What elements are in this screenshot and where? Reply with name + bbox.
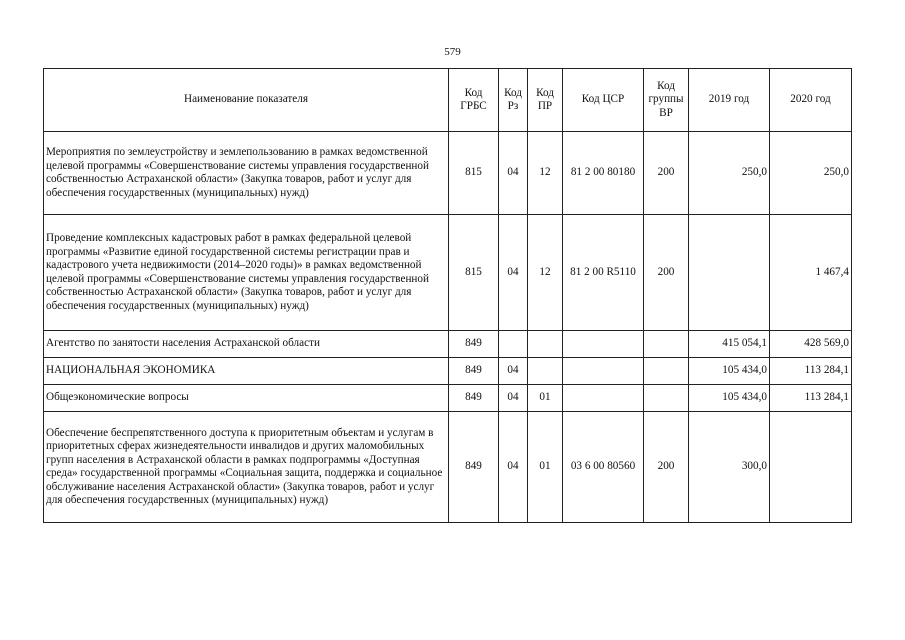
row-vr	[644, 331, 689, 358]
row-grbs: 815	[449, 215, 499, 331]
row-name: Проведение комплексных кадастровых работ в рамках федеральной целевой программы «Развитие единой государственной системы регистрации прав и кадастрового учета недвижимости (2014–2020 годы)» в рамках ведомственной целевой программы «Совершенствование системы управления государственной собственностью Астраханской области» (Закупка товаров, работ и услуг для обеспечения государственных (муниципальных) нужд)	[44, 215, 449, 331]
row-pr: 12	[528, 215, 563, 331]
header-grbs: Код ГРБС	[449, 69, 499, 132]
header-name: Наименование показателя	[44, 69, 449, 132]
row-name: Общеэкономические вопросы	[44, 385, 449, 412]
header-rz: Код Рз	[499, 69, 528, 132]
table-row	[44, 358, 852, 385]
row-name: НАЦИОНАЛЬНАЯ ЭКОНОМИКА	[44, 358, 449, 385]
row-grbs: 849	[449, 358, 499, 385]
budget-table	[43, 68, 852, 523]
row-2020: 250,0	[770, 132, 852, 215]
row-name: Мероприятия по землеустройству и землепользованию в рамках ведомственной целевой программы «Совершенствование системы управления государственной собственностью Астраханской области» (Закупка товаров, работ и услуг для обеспечения государственных (муниципальных) нужд)	[44, 132, 449, 215]
row-rz: 04	[499, 412, 528, 523]
table-row	[44, 215, 852, 331]
table-row	[44, 385, 852, 412]
row-name: Агентство по занятости населения Астраханской области	[44, 331, 449, 358]
row-grbs: 849	[449, 412, 499, 523]
row-grbs: 849	[449, 331, 499, 358]
row-2020	[770, 412, 852, 523]
row-2019: 105 434,0	[689, 358, 770, 385]
row-2019	[689, 215, 770, 331]
row-pr: 01	[528, 412, 563, 523]
row-csr: 03 6 00 80560	[563, 412, 644, 523]
row-vr: 200	[644, 132, 689, 215]
page-number: 579	[444, 46, 461, 58]
row-rz: 04	[499, 358, 528, 385]
header-row	[44, 69, 852, 132]
row-vr: 200	[644, 412, 689, 523]
row-csr	[563, 385, 644, 412]
header-pr: Код ПР	[528, 69, 563, 132]
row-pr	[528, 358, 563, 385]
row-2020: 428 569,0	[770, 331, 852, 358]
row-grbs: 815	[449, 132, 499, 215]
header-csr: Код ЦСР	[563, 69, 644, 132]
header-2019: 2019 год	[689, 69, 770, 132]
row-rz	[499, 331, 528, 358]
row-2020: 113 284,1	[770, 358, 852, 385]
row-name: Обеспечение беспрепятственного доступа к приоритетным объектам и услугам в приоритетных сферах жизнедеятельности инвалидов и других маломобильных групп населения в Астраханской области в рамках подпрограммы «Доступная среда» государственной программы «Социальная защита, поддержка и социальное обслуживание населения Астраханской области» (Закупка товаров, работ и услуг для обеспечения государственных (муниципальных) нужд)	[44, 412, 449, 523]
row-pr: 12	[528, 132, 563, 215]
row-grbs: 849	[449, 385, 499, 412]
row-csr	[563, 331, 644, 358]
header-2020: 2020 год	[770, 69, 852, 132]
row-2019: 300,0	[689, 412, 770, 523]
table-row	[44, 412, 852, 523]
row-csr: 81 2 00 80180	[563, 132, 644, 215]
header-vr: Код группы ВР	[644, 69, 689, 132]
row-rz: 04	[499, 132, 528, 215]
row-csr	[563, 358, 644, 385]
row-vr	[644, 385, 689, 412]
row-2019: 415 054,1	[689, 331, 770, 358]
row-rz: 04	[499, 215, 528, 331]
row-rz: 04	[499, 385, 528, 412]
table-row	[44, 331, 852, 358]
row-vr: 200	[644, 215, 689, 331]
row-pr	[528, 331, 563, 358]
row-csr: 81 2 00 R5110	[563, 215, 644, 331]
row-2019: 250,0	[689, 132, 770, 215]
row-2020: 113 284,1	[770, 385, 852, 412]
row-vr	[644, 358, 689, 385]
row-pr: 01	[528, 385, 563, 412]
row-2020: 1 467,4	[770, 215, 852, 331]
row-2019: 105 434,0	[689, 385, 770, 412]
table-row	[44, 132, 852, 215]
